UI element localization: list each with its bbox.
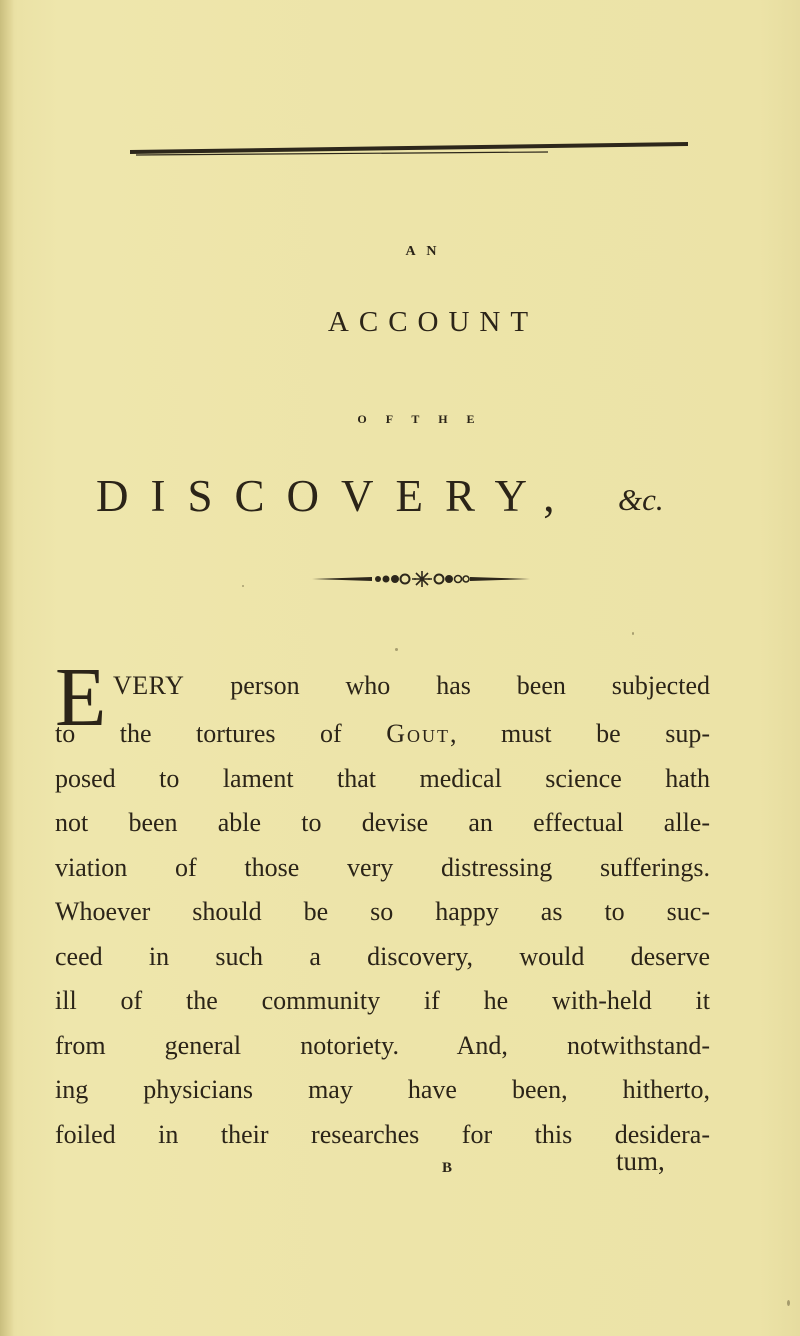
signature-mark: B xyxy=(442,1160,454,1176)
text-line-content: , must be sup- xyxy=(450,719,711,748)
text-line xyxy=(55,801,710,846)
text-line-content: viation of those very distressing sufferings. xyxy=(55,852,710,882)
text-line xyxy=(55,1113,710,1158)
paper-speck xyxy=(632,632,634,635)
text-line-content: foiled in their researches for this desidera- xyxy=(55,1119,710,1149)
text-line-content: ing physicians may have been, hitherto, xyxy=(55,1075,710,1104)
text-line xyxy=(55,846,710,891)
text-line xyxy=(55,1024,710,1069)
body-paragraph xyxy=(55,651,711,1157)
title-account: ACCOUNT xyxy=(327,306,539,338)
title-of-the: O F T H E xyxy=(357,412,483,426)
paper-speck xyxy=(242,585,244,587)
text-line-content: from general notoriety. And, notwithstand- xyxy=(55,1030,710,1060)
text-line-content: person who has been subjected xyxy=(184,671,710,700)
text-line-content: to the tortures of xyxy=(55,719,342,748)
binding-shadow xyxy=(0,0,14,1336)
drop-cap: E xyxy=(55,651,107,744)
text-line-content: ceed in such a discovery, would deserve xyxy=(55,941,710,971)
catchword: tum, xyxy=(616,1146,665,1176)
text-line-content: not been able to devise an effectual alle- xyxy=(55,808,710,837)
text-line xyxy=(55,757,710,802)
top-rule xyxy=(128,138,688,156)
title-etc: &c. xyxy=(618,482,664,517)
ornament-rule-icon xyxy=(312,568,532,590)
gout-smallcaps: Gout xyxy=(386,719,451,748)
text-line-content: ill of the community if he with-held it xyxy=(55,986,710,1015)
text-line-content: posed to lament that medical science hath xyxy=(55,763,710,793)
text-line xyxy=(55,712,710,757)
paper-speck xyxy=(787,1300,790,1306)
title-an: A N xyxy=(405,244,441,259)
paper-speck xyxy=(395,648,398,651)
first-word-caps: VERY xyxy=(113,671,185,700)
text-line-content: Whoever should be so happy as to suc- xyxy=(55,897,710,926)
title-discovery: DISCOVERY, xyxy=(96,471,577,521)
text-line xyxy=(55,979,710,1024)
text-line xyxy=(55,935,710,980)
text-line xyxy=(55,890,710,935)
text-line xyxy=(55,1068,710,1113)
